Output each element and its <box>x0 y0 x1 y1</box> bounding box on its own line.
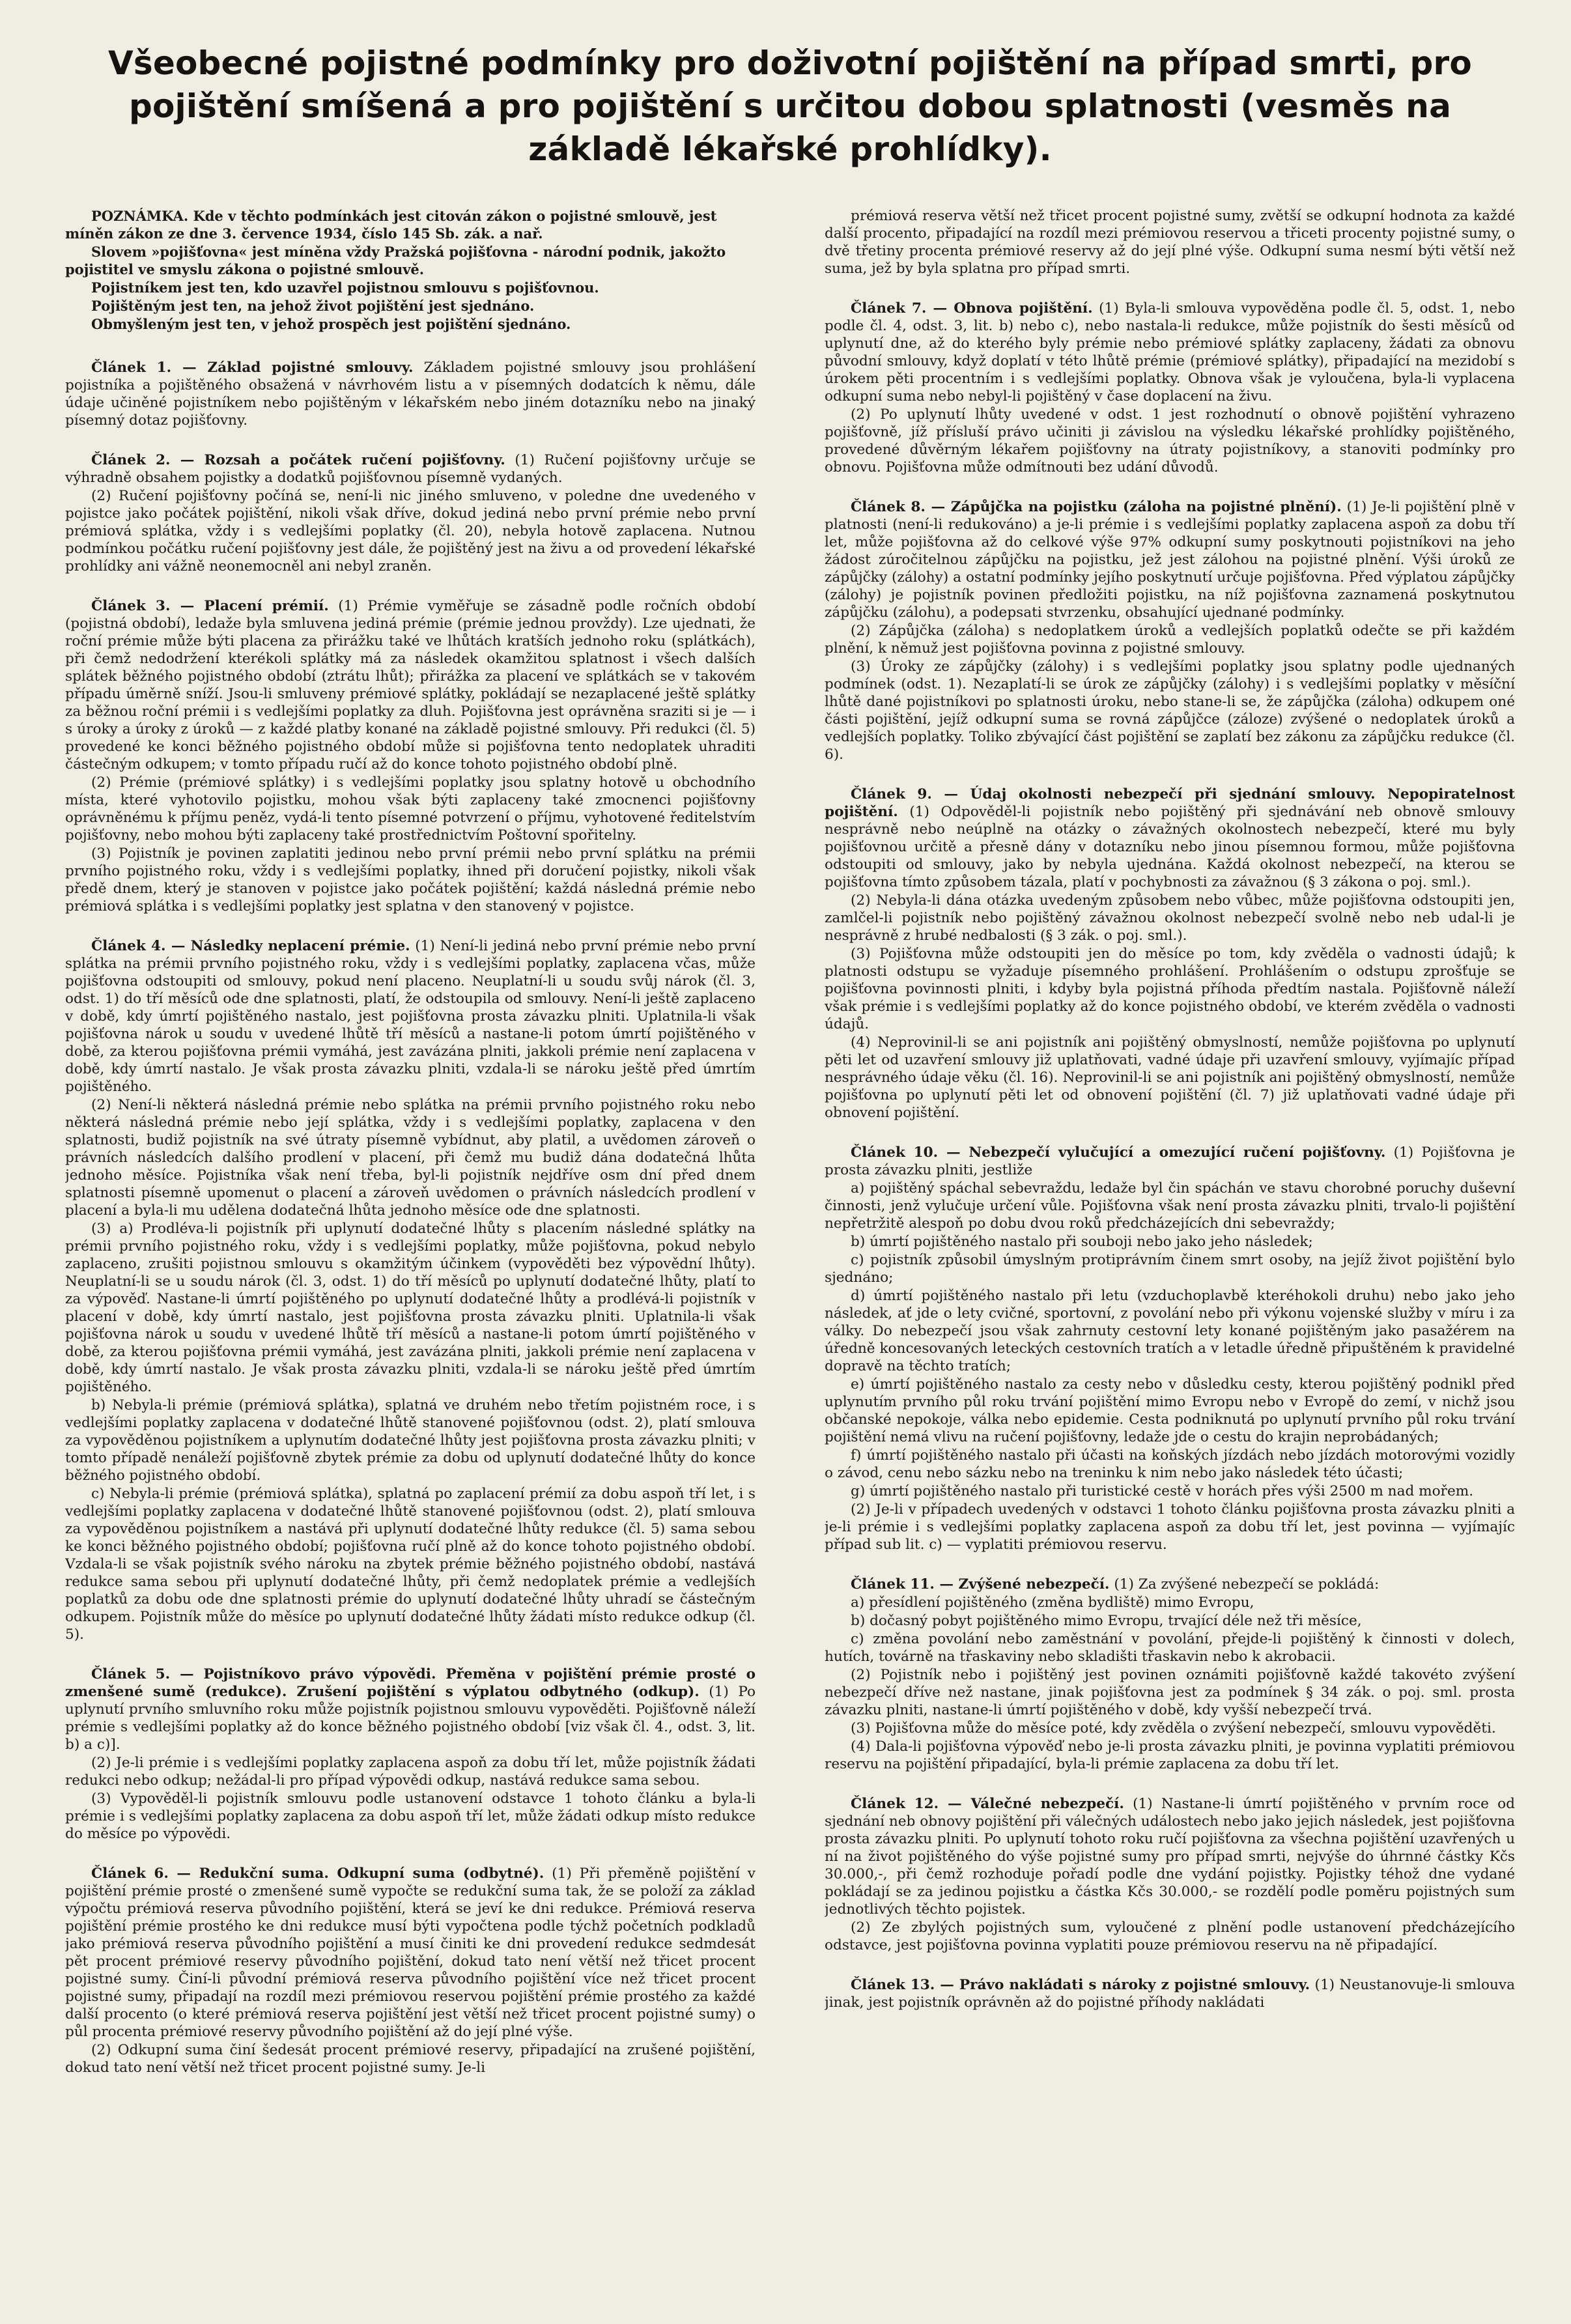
article-text: (1) Za zvýšené nebezpečí se pokládá: <box>1114 1576 1380 1593</box>
article-text: Základem pojistné smlouvy jsou prohlášení pojistníka a pojištěného obsažená v návrhovém listu a v písemných dodatcích k němu, dále údaje učiněné pojistníkem nebo pojištěným v lékařském nebo jiném dotazníku nebo na jinaký písemný dotaz pojišťovny. <box>65 360 756 429</box>
article-text: (2) Po uplynutí lhůty uvedené v odst. 1 jest rozhodnutí o obnově pojištění vyhrazeno pojišťovně, jíž přísluší právo učiniti ji závislou na výsledku lékařské prohlídky pojištěného, provedené důvěrným lékařem pojišťovny na útraty pojistníkovy, a stanoviti podmínky pro obnovu. Pojišťovna může odmítnouti bez udání důvodů. <box>825 406 1515 475</box>
article-paragraph <box>825 300 1515 405</box>
article-paragraph <box>65 845 756 915</box>
article-paragraph <box>825 1612 1515 1630</box>
article-heading: Článek 11. — Zvýšené nebezpečí. <box>851 1576 1110 1593</box>
article-paragraph <box>825 1919 1515 1954</box>
note-line: Pojistníkem jest ten, kdo uzavřel pojistnou smlouvu s pojišťovnou. <box>91 279 599 296</box>
article-paragraph <box>825 1034 1515 1122</box>
article-text: (2) Pojistník nebo i pojištěný jest povinen oznámiti pojišťovně každé takovéto zvýšení nebezpečí dříve než nastane, jinak pojišťovna jest za podmínek § 34 zák. o poj. sml. prosta závazku plniti, nastane-li úmrtí pojištěného v době, kdy vyšší nebezpečí trvá. <box>825 1667 1515 1718</box>
note-line: Obmyšleným jest ten, v jehož prospěch jest pojištění sjednáno. <box>91 316 571 332</box>
article-paragraph <box>825 945 1515 1033</box>
article <box>825 1795 1515 1954</box>
article-text: f) úmrtí pojištěného nastalo při účasti na koňských jízdách nebo jízdách motorovými vozidly o závod, cenu nebo sázku nebo na treninku k nim nebo jako následek této účasti; <box>825 1447 1515 1481</box>
article-heading: Článek 4. — Následky neplacení prémie. <box>91 938 410 954</box>
article-paragraph <box>825 1594 1515 1611</box>
article-text: (1) Není-li jediná nebo první prémie nebo první splátka na prémii prvního pojistného roku, vždy i s vedlejšími poplatky, zaplacena včas, může pojišťovna odstoupiti od smlouvy, pokud není placeno. Neuplatní-li u soudu svůj nárok (čl. 3, odst. 1) do tří měsíců ode dne splatnosti, platí, že odstoupila od smlouvy. Není-li ještě zaplaceno v době, kdy úmrtí pojištěného nastalo, jest pojišťovna prosta závazku plniti. Uplatnila-li však pojišťovna nárok u soudu v uvedené lhůtě tří měsíců a nastane-li potom úmrtí pojištěného v době, za kterou pojišťovna prémii vymáhá, jest zavázána plniti, jakkoli prémie není zaplacena v době, kdy úmrtí nastalo. Je však prosta závazku plniti, vzdala-li se nároku ještě před úmrtím pojištěného. <box>65 938 756 1095</box>
article-heading: Článek 1. — Základ pojistné smlouvy. <box>91 360 414 376</box>
article-paragraph <box>65 1754 756 1789</box>
article-text: g) úmrtí pojištěného nastalo při turistické cestě v horách přes výši 2500 m nad mořem. <box>851 1483 1474 1499</box>
article-heading: Článek 6. — Redukční suma. Odkupní suma (odbytné). <box>91 1865 545 1882</box>
article-paragraph <box>825 1720 1515 1737</box>
article-text: (1) Neustanovuje-li smlouva jinak, jest pojistník oprávněn až do pojistné příhody nakládati <box>825 1977 1515 2011</box>
article-text: (1) Byla-li smlouva vypověděna podle čl. 5, odst. 1, nebo podle čl. 4, odst. 3, lit. b) nebo c), nebo nastala-li redukce, může pojistník do šesti měsíců od uplynutí dne, až do kterého byly prémie nebo prémiové splátky zaplaceny, žádati za obnovu původní smlouvy, když doplatí v této lhůtě prémie (prémiové splátky), připadající na mezidobí s úrokem pěti procentním i s vedlejšími poplatky. Obnova však je vyloučena, byla-li vyplacena odkupní suma nebo nebyl-li pojištěný v čase doplacení na živu. <box>825 300 1515 404</box>
article-text: b) Nebyla-li prémie (prémiová splátka), splatná ve druhém nebo třetím pojistném roce, i s vedlejšími poplatky zaplacena v dodatečné lhůtě stanovené pojišťovnou (odst. 2), platí smlouva za vypověděnou pojistníkem a uplynutím dodatečné lhůty jest pojišťovna prosta závazku plniti; v tomto případě nenáleží pojišťovně zbytek prémie za dobu od uplynutí dodatečné lhůty do konce běžného pojistného období. <box>65 1397 756 1484</box>
article-paragraph <box>825 1501 1515 1553</box>
article-text: (3) Vypověděl-li pojistník smlouvu podle ustanovení odstavce 1 tohoto článku a byla-li prémie i s vedlejšími poplatky zaplacena za dobu aspoň tří let, může žádati odkup místo redukce do měsíce po výpovědi. <box>65 1791 756 1842</box>
article-paragraph <box>825 622 1515 657</box>
article-paragraph <box>825 892 1515 944</box>
article-paragraph <box>825 1482 1515 1500</box>
article <box>825 786 1515 1122</box>
article-paragraph <box>825 1976 1515 2011</box>
article-text: (1) Odpověděl-li pojistník nebo pojištěný při sjednávání neb obnově smlouvy nesprávně nebo neúplně na otázky o závažných okolnostech nebezpečí, které mu byly pojišťovnou určitě a přesně dány v dotazníku nebo jinou písemnou formou, může pojišťovna odstoupiti od smlouvy, jako by nebyla ujednána. Každá okolnost nebezpečí, na kterou se pojišťovna tímto způsobem tázala, platí v pochybnosti za závažnou (§ 3 zákona o poj. sml.). <box>825 804 1515 890</box>
article-text: (3) a) Prodléva-li pojistník při uplynutí dodatečné lhůty s placením následné splátky na prémii prvního pojistného roku, vždy i s vedlejšími poplatky, může pojišťovna, pokud nebylo zaplaceno, zrušiti pojistnou smlouvu s okamžitým účinkem (vypověděti bez výpovědní lhůty). Neuplatní-li se u soudu nárok (čl. 3, odst. 1) do tří měsíců po uplynutí dodatečné lhůty, platí to za výpověď. Nastane-li úmrtí pojištěného po uplynutí dodatečné lhůty a prodlévá-li pojistník v placení v době, kdy úmrtí nastalo, jest pojišťovna prosta závazku plniti. Uplatnila-li však pojišťovna nárok u soudu v uvedené lhůtě tří měsíců a nastane-li potom úmrtí pojištěného v době, za kterou pojišťovna prémii vymáhá, jest zavázána plniti, jakkoli prémie není zaplacena v době, kdy úmrtí nastalo. Je však prosta závazku plniti, vzdala-li se nároku ještě před úmrtím pojištěného. <box>65 1221 756 1395</box>
article <box>65 451 756 575</box>
article-paragraph <box>65 937 756 1096</box>
article-text: c) pojistník způsobil úmyslným protiprávním činem smrt osoby, na jejíž život pojištění bylo sjednáno; <box>825 1252 1515 1286</box>
article-heading: Článek 12. — Válečné nebezpečí. <box>851 1796 1124 1812</box>
article-text: a) pojištěný spáchal sebevraždu, ledaže byl čin spáchán ve stavu chorobné poruchy duševní činnosti, jenž vylučuje určení vůle. Pojišťovna však není prosta závazku plniti, trvalo-li pojištění nepřetržitě alespoň po dobu dvou roků předcházejících dni sebevraždy; <box>825 1180 1515 1232</box>
article-paragraph <box>65 1096 756 1219</box>
article-text: (2) Je-li v případech uvedených v odstavci 1 tohoto článku pojišťovna prosta závazku plniti a je-li prémie i s vedlejšími poplatky zaplacena aspoň za dobu tří let, jest povinna — vyjímajíc případ sub lit. c) — vyplatiti prémiovou reservu. <box>825 1501 1515 1553</box>
article-paragraph <box>65 451 756 487</box>
article-paragraph <box>65 1485 756 1643</box>
article-text: prémiová reserva větší než třicet procent pojistné sumy, zvětší se odkupní hodnota za každé další procento, připadající na rozdíl mezi prémiovou reservou a třiceti procenty pojistné sumy, o dvě třetiny procenta prémiové reservy až do její plné výše. Odkupní suma nesmí býti větší než suma, jež by byla splatna pro případ smrti. <box>825 208 1515 277</box>
article <box>65 1665 756 1843</box>
article-paragraph <box>825 658 1515 763</box>
article-paragraph <box>65 1396 756 1484</box>
article-paragraph <box>825 1144 1515 1179</box>
article-paragraph <box>825 498 1515 621</box>
article-text: (2) Není-li některá následná prémie nebo splátka na prémii prvního pojistného roku nebo některá následná prémie nebo její splátka, vždy i s vedlejšími poplatky, zaplacena v den splatnosti, budiž pojistník na své útraty písemně vybídnut, aby platil, a uvědomen zároveň o právních následcích dalšího prodlení v placení, při čemž mu budiž dána dodatečná lhůta jednoho měsíce. Pojistníka však není třeba, byl-li pojistník nejdříve osm dní před dnem splatnosti písemně upomenut o placení a zároveň uvědomen o právních následcích prodlení v placení a byla-li mu udělena dodatečná lhůta jednoho měsíce ode dne splatnosti. <box>65 1097 756 1219</box>
article-text: (1) Je-li pojištění plně v platnosti (není-li redukováno) a je-li prémie i s vedlejšími poplatky zaplacena aspoň za dobu tří let, může pojišťovna až do celkové výše 97% odkupní sumy poskytnouti pojistníkovi na jeho žádost zúročitelnou zápůjčku na pojistku, jež jest zálohou na pojistné plnění. Výši úroků ze zápůjčky (zálohy) a ostatní podmínky jejího poskytnutí určuje pojišťovna. Před výplatou zápůjčky (zálohy) je pojistník povinen předložiti pojistku, na níž pojišťovna zaznamená poskytnutou zápůjčku (zálohu), a podepsati stvrzenku, obsahující ujednané podmínky. <box>825 499 1515 621</box>
article-text: (3) Pojišťovna může do měsíce poté, kdy zvěděla o zvýšení nebezpečí, smlouvu vypověděti. <box>851 1720 1496 1736</box>
article-heading: Článek 2. — Rozsah a počátek ručení pojišťovny. <box>91 452 505 468</box>
note-line: POZNÁMKA. Kde v těchto podmínkách jest citován zákon o pojistné smlouvě, jest míněn zákon ze dne 3. července 1934, číslo 145 Sb. zák. a nař. <box>65 208 717 242</box>
article-text: (4) Neprovinil-li se ani pojistník ani pojištěný obmyslností, nemůže pojišťovna po uplynutí pěti let od uzavření smlouvy již uplatňovati, vadné údaje při uzavření smlouvy, vyjímajíc případ nesprávného údaje věku (čl. 16). Neprovinil-li se ani pojistník ani pojištěný obmyslností, nemůže pojišťovna po uplynutí pěti let od obnovení pojištění (čl. 7) již uplatňovati vadné údaje při obnovení pojištění. <box>825 1034 1515 1121</box>
article-paragraph <box>65 487 756 575</box>
text-columns <box>65 207 1515 2324</box>
article-text: (1) Po uplynutí prvního smluvního roku může pojistník pojistnou smlouvu vypověděti. Pojišťovně náleží prémie s vedlejšími poplatky až do konce běžného pojistného období [viz však čl. 4., odst. 3, lit. b) a c)]. <box>65 1684 756 1753</box>
article-text: (4) Dala-li pojišťovna výpověď nebo je-li prosta závazku plniti, je povinna vyplatiti prémiovou reservu na pojištění připadající, byla-li prémie zaplacena za dobu tří let. <box>825 1738 1515 1772</box>
article-paragraph <box>65 1865 756 2041</box>
article-text: d) úmrtí pojištěného nastalo při letu (vzduchoplavbě kteréhokoli druhu) nebo jako jeho následek, ať jde o lety cvičné, sportovní, z povolání nebo při výkonu vojenské služby v míru i za války. Do nebezpečí jsou však zahrnuty cestovní lety konané pojištěným jako pasažérem na úředně koncesovaných leteckých cestovních tratích a v letadle úředně připuštěném k pravidelné dopravě na těchto tratích; <box>825 1288 1515 1374</box>
article-heading: Článek 7. — Obnova pojištění. <box>851 300 1093 317</box>
article-paragraph <box>825 406 1515 476</box>
article-heading: Článek 3. — Placení prémií. <box>91 598 329 614</box>
article-paragraph <box>825 1576 1515 1593</box>
article <box>825 1976 1515 2011</box>
article-text: (3) Úroky ze zápůjčky (zálohy) i s vedlejšími poplatky jsou splatny podle ujednaných podmínek (odst. 1). Nezaplatí-li se úrok ze zápůjčky (zálohy) i s vedlejšími poplatky v měsíční lhůtě dané pojistníkovi po splatnosti úroku, nebo stane-li se, že zápůjčka (záloha) odkupem oné části pojištění, jejíž odkupní suma se rovná zápůjčce (záloze) zvýšené o nedoplatek úroků a vedlejších poplatky. Toliko zbývající část pojištění se zaplatí bez zákonu za zápůjčku redukce (čl. 6). <box>825 659 1515 763</box>
article-text: (1) Nastane-li úmrtí pojištěného v prvním roce od sjednání neb obnovy pojištění při válečných událostech nebo jako jejich následek, jest pojišťovna prosta závazku plniti. Po uplynutí tohoto roku ručí pojišťovna za všechna pojištění uzavřených u ní na život pojištěného do výše pojistné sumy pro případ smrti, nejvýše do úhrnné částky Kčs 30.000,-, při čemž rozhoduje pořadí podle dne vydání pojistky. Pojistky téhož dne vydané pokládají se za jedinou pojistku a částka Kčs 30.000,- se rozdělí podle poměru pojistných sum jednotlivých těchto pojistek. <box>825 1796 1515 1918</box>
article-text: (2) Ručení pojišťovny počíná se, není-li nic jiného smluveno, v poledne dne uvedeného v pojistce jako počátek pojištění, nikoli však dříve, dokud jediná nebo první prémie nebo první prémiová splátka, vždy i s vedlejšími poplatky (čl. 20), nebyla hotově zaplacena. Nutnou podmínkou počátku ručení pojišťovny jest dále, že pojištěný jest na živu a od provedení lékařské prohlídky ani vážně neonemocněl ani nebyl zraněn. <box>65 488 756 574</box>
article <box>65 597 756 915</box>
note-block <box>65 207 756 333</box>
article-paragraph <box>825 1738 1515 1773</box>
note-line: Pojištěným jest ten, na jehož život pojištění jest sjednáno. <box>91 298 535 314</box>
article-paragraph <box>825 1795 1515 1918</box>
article-text: (3) Pojišťovna může odstoupiti jen do měsíce po tom, kdy zvěděla o vadnosti údajů; k platnosti odstupu se vyžaduje písemného prohlášení. Prohlášením o odstupu zprošťuje se pojišťovna povinnosti plniti, i kdyby byla pojistná příhoda předtím nastala. Pojišťovně náleží však prémie i s vedlejšími poplatky až do konce pojistného období, ve kterém zvěděla o vadnosti údajů. <box>825 946 1515 1032</box>
article-heading: Článek 5. — Pojistníkovo právo výpovědi. Přeměna v pojištění prémie prosté o zmenšené sumě (redukce). Zrušení pojištění s výplatou odbytného (odkup). <box>65 1666 756 1700</box>
article-text: (2) Ze zbylých pojistných sum, vyloučené z plnění podle ustanovení předcházejícího odstavce, jest pojišťovna povinna vyplatiti pouze prémiovou reservu na ně připadající. <box>825 1920 1515 1953</box>
right-column <box>825 207 1515 2324</box>
article <box>825 498 1515 763</box>
article <box>825 1144 1515 1553</box>
article-heading: Článek 8. — Zápůjčka na pojistku (záloha na pojistné plnění). <box>851 499 1342 515</box>
article-paragraph <box>65 1665 756 1753</box>
article <box>65 1865 756 2076</box>
article-text: b) dočasný pobyt pojištěného mimo Evropu, trvající déle než tři měsíce, <box>851 1613 1362 1629</box>
article-paragraph <box>65 774 756 844</box>
article-text: b) úmrtí pojištěného nastalo při souboji nebo jako jeho následek; <box>851 1234 1313 1250</box>
article-paragraph <box>65 2041 756 2076</box>
article-text: e) úmrtí pojištěného nastalo za cesty nebo v důsledku cesty, kterou pojištěný podnikl před uplynutím prvního půl roku trvání pojištění mimo Evropu nebo v Evropě do zemí, v nichž jsou občanské nepokoje, válka nebo epidemie. Cesta podniknutá po uplynutí prvního půl roku trvání pojištění nemá vlivu na ručení pojišťovny, ledaže jde o cestu do krajin neprobádaných; <box>825 1376 1515 1445</box>
article-paragraph <box>825 1287 1515 1375</box>
article-paragraph <box>825 1251 1515 1286</box>
article-heading: Článek 9. — Údaj okolnosti nebezpečí při sjednání smlouvy. Nepopiratelnost pojištění. <box>825 786 1515 820</box>
article-text: (2) Je-li prémie i s vedlejšími poplatky zaplacena aspoň za dobu tří let, může pojistník žádati redukci nebo odkup; nežádal-li pro případ výpovědi odkup, nastává redukce sama sebou. <box>65 1755 756 1789</box>
article-paragraph <box>825 1447 1515 1482</box>
article-paragraph <box>825 1630 1515 1665</box>
article-text: c) změna povolání nebo zaměstnání v povolání, přejde-li pojištěný k činnosti v dolech, hutích, továrně na třaskaviny nebo skladišti třaskavin nebo k akrobacii. <box>825 1631 1515 1665</box>
article-text: (2) Nebyla-li dána otázka uvedeným způsobem nebo vůbec, může pojišťovna odstoupiti jen, zamlčel-li pojistník nebo pojištěný závažnou okolnost nebezpečí svolně nebo neb udal-li je nesprávně z hrubé nedbalosti (§ 3 zák. o poj. sml.). <box>825 892 1515 944</box>
article-heading: Článek 13. — Právo nakládati s nároky z pojistné smlouvy. <box>851 1977 1310 1993</box>
article-paragraph <box>65 359 756 429</box>
article <box>825 1576 1515 1773</box>
article-paragraph <box>65 597 756 773</box>
article-paragraph <box>825 207 1515 277</box>
article-heading: Článek 10. — Nebezpečí vylučující a omezující ručení pojišťovny. <box>851 1144 1386 1161</box>
article-paragraph <box>65 1790 756 1843</box>
article-text: (2) Zápůjčka (záloha) s nedoplatkem úroků a vedlejších poplatků odečte se při každém plnění, k němuž jest pojišťovna povinna z pojistné smlouvy. <box>825 623 1515 657</box>
article <box>825 207 1515 277</box>
article-paragraph <box>825 1666 1515 1719</box>
article-text: (2) Odkupní suma činí šedesát procent prémiové reservy, připadající na zrušené pojištění, dokud tato není větší než třicet procent pojistné sumy. Je-li <box>65 2042 756 2076</box>
document-title: Všeobecné pojistné podmínky pro doživotní pojištění na případ smrti, pro pojištění smíšená a pro pojištění s určitou dobou splatnosti (vesměs na základě lékařské prohlídky). <box>108 44 1472 168</box>
article <box>825 300 1515 476</box>
article-paragraph <box>825 1233 1515 1251</box>
article-paragraph <box>825 1180 1515 1232</box>
article-paragraph <box>825 1376 1515 1446</box>
left-column <box>65 207 756 2324</box>
article-paragraph <box>65 1220 756 1396</box>
article-text: c) Nebyla-li prémie (prémiová splátka), splatná po zaplacení prémií za dobu aspoň tří let, i s vedlejšími poplatky zaplacena v dodatečné lhůtě stanovené pojišťovnou (odst. 2), platí smlouva za vypověděnou pojistníkem a nastává při uplynutí dodatečné lhůty redukce (čl. 5) sama sebou ke konci běžného pojistného období; pojišťovna ručí plně až do konce tohoto pojistného období. Vzdala-li se však pojistník svého nároku na zbytek prémie běžného pojistného období, nastává redukce sama sebou při uplynutí dodatečné lhůty, při čemž nedoplatek prémie a vedlejších poplatků za dobu ode dne splatnosti prémie do uplynutí dodatečné lhůty uhradí se částečným odkupem. Pojistník může do měsíce po uplynutí dodatečné lhůty žádati místo redukce odkup (čl. 5). <box>65 1486 756 1643</box>
note-line: Slovem »pojišťovna« jest míněna vždy Pražská pojišťovna - národní podnik, jakožto pojistitel ve smyslu zákona o pojistné smlouvě. <box>65 244 726 277</box>
article-text: (1) Prémie vyměřuje se zásadně podle ročních období (pojistná období), ledaže byla smluvena jediná prémie (prémie jednou provždy). Lze ujednati, že roční prémie může býti placena za přirážku také ve lhůtách kratších jednoho roku (splátkách), při čemž nedodržení kterékoli splátky má za následek okamžitou splatnost i všech dalších splátek běžného pojistného období (ztrátu lhůt); přirážka za placení ve splátkách se v takovém případu úměrně sníží. Jsou-li smluveny prémiové splátky, pokládají se nezaplacené ještě splátky za běžnou roční prémii i s vedlejšími poplatky za dluh. Pojišťovna jest oprávněna sraziti si je — i s úroky a úroky z úroků — z každé platby konané na základě pojistné smlouvy. Při redukci (čl. 5) provedené ke konci běžného pojistného období může si pojišťovna tento nedoplatek uhraditi částečným odkupem; v tomto případu ručí až do konce tohoto pojistného období plně. <box>65 598 756 772</box>
article-text: (3) Pojistník je povinen zaplatiti jedinou nebo první prémii nebo první splátku na prémii prvního pojistného roku, vždy i s vedlejšími poplatky, ihned při doručení pojistky, nikoli však předě dnem, který je stanoven v pojistce jako počátek pojištění; každá následná prémie nebo prémiová splátka i s vedlejšími poplatky jest splatna v den stanovený v pojistce. <box>65 845 756 914</box>
article-text: (2) Prémie (prémiové splátky) i s vedlejšími poplatky jsou splatny hotově u obchodního místa, které vyhotovilo pojistku, mohou však býti zaplaceny také zmocnenci pojišťovny oprávněnému k příjmu peněz, vydá-li tento písemné potvrzení o příjmu, vyhotovené ředitelstvím pojišťovny, nebo mohou býti zaplaceny také prostřednictvím Poštovní spořitelny. <box>65 774 756 843</box>
article-text: (1) Při přeměně pojištění v pojištění prémie prosté o zmenšené sumě vypočte se redukční suma tak, že se položí za základ výpočtu prémiová reserva původního pojištění, která se jeví ke dni redukce. Prémiová reserva pojištění prémie prostého ke dni redukce musí býti vypočtena podle týchž početních podkladů jako prémiová reserva původního pojištění a musí činiti ke dni provedení redukce sedmdesát pět procent prémiové reservy původního pojištění, dokud tato není větší než třicet procent pojistné sumy. Činí-li původní prémiová reserva původního pojištění více než třicet procent pojistné sumy, připadají na rozdíl mezi prémiovou reservou pojištění prémie prostého za každé další procento (o které prémiová reserva pojištění jest větší než třicet procent pojistné sumy) o půl procenta prémiové reservy původního pojištění až do její plné výše. <box>65 1865 756 2040</box>
article-text: (1) Ručení pojišťovny určuje se výhradně obsahem pojistky a dodatků pojišťovnou písemně vydaných. <box>65 452 756 486</box>
article-text: a) přesídlení pojištěného (změna bydliště) mimo Evropu, <box>851 1594 1254 1611</box>
article <box>65 937 756 1643</box>
article <box>65 359 756 429</box>
article-paragraph <box>825 786 1515 891</box>
article-text: (1) Pojišťovna je prosta závazku plniti, jestliže <box>825 1144 1515 1178</box>
